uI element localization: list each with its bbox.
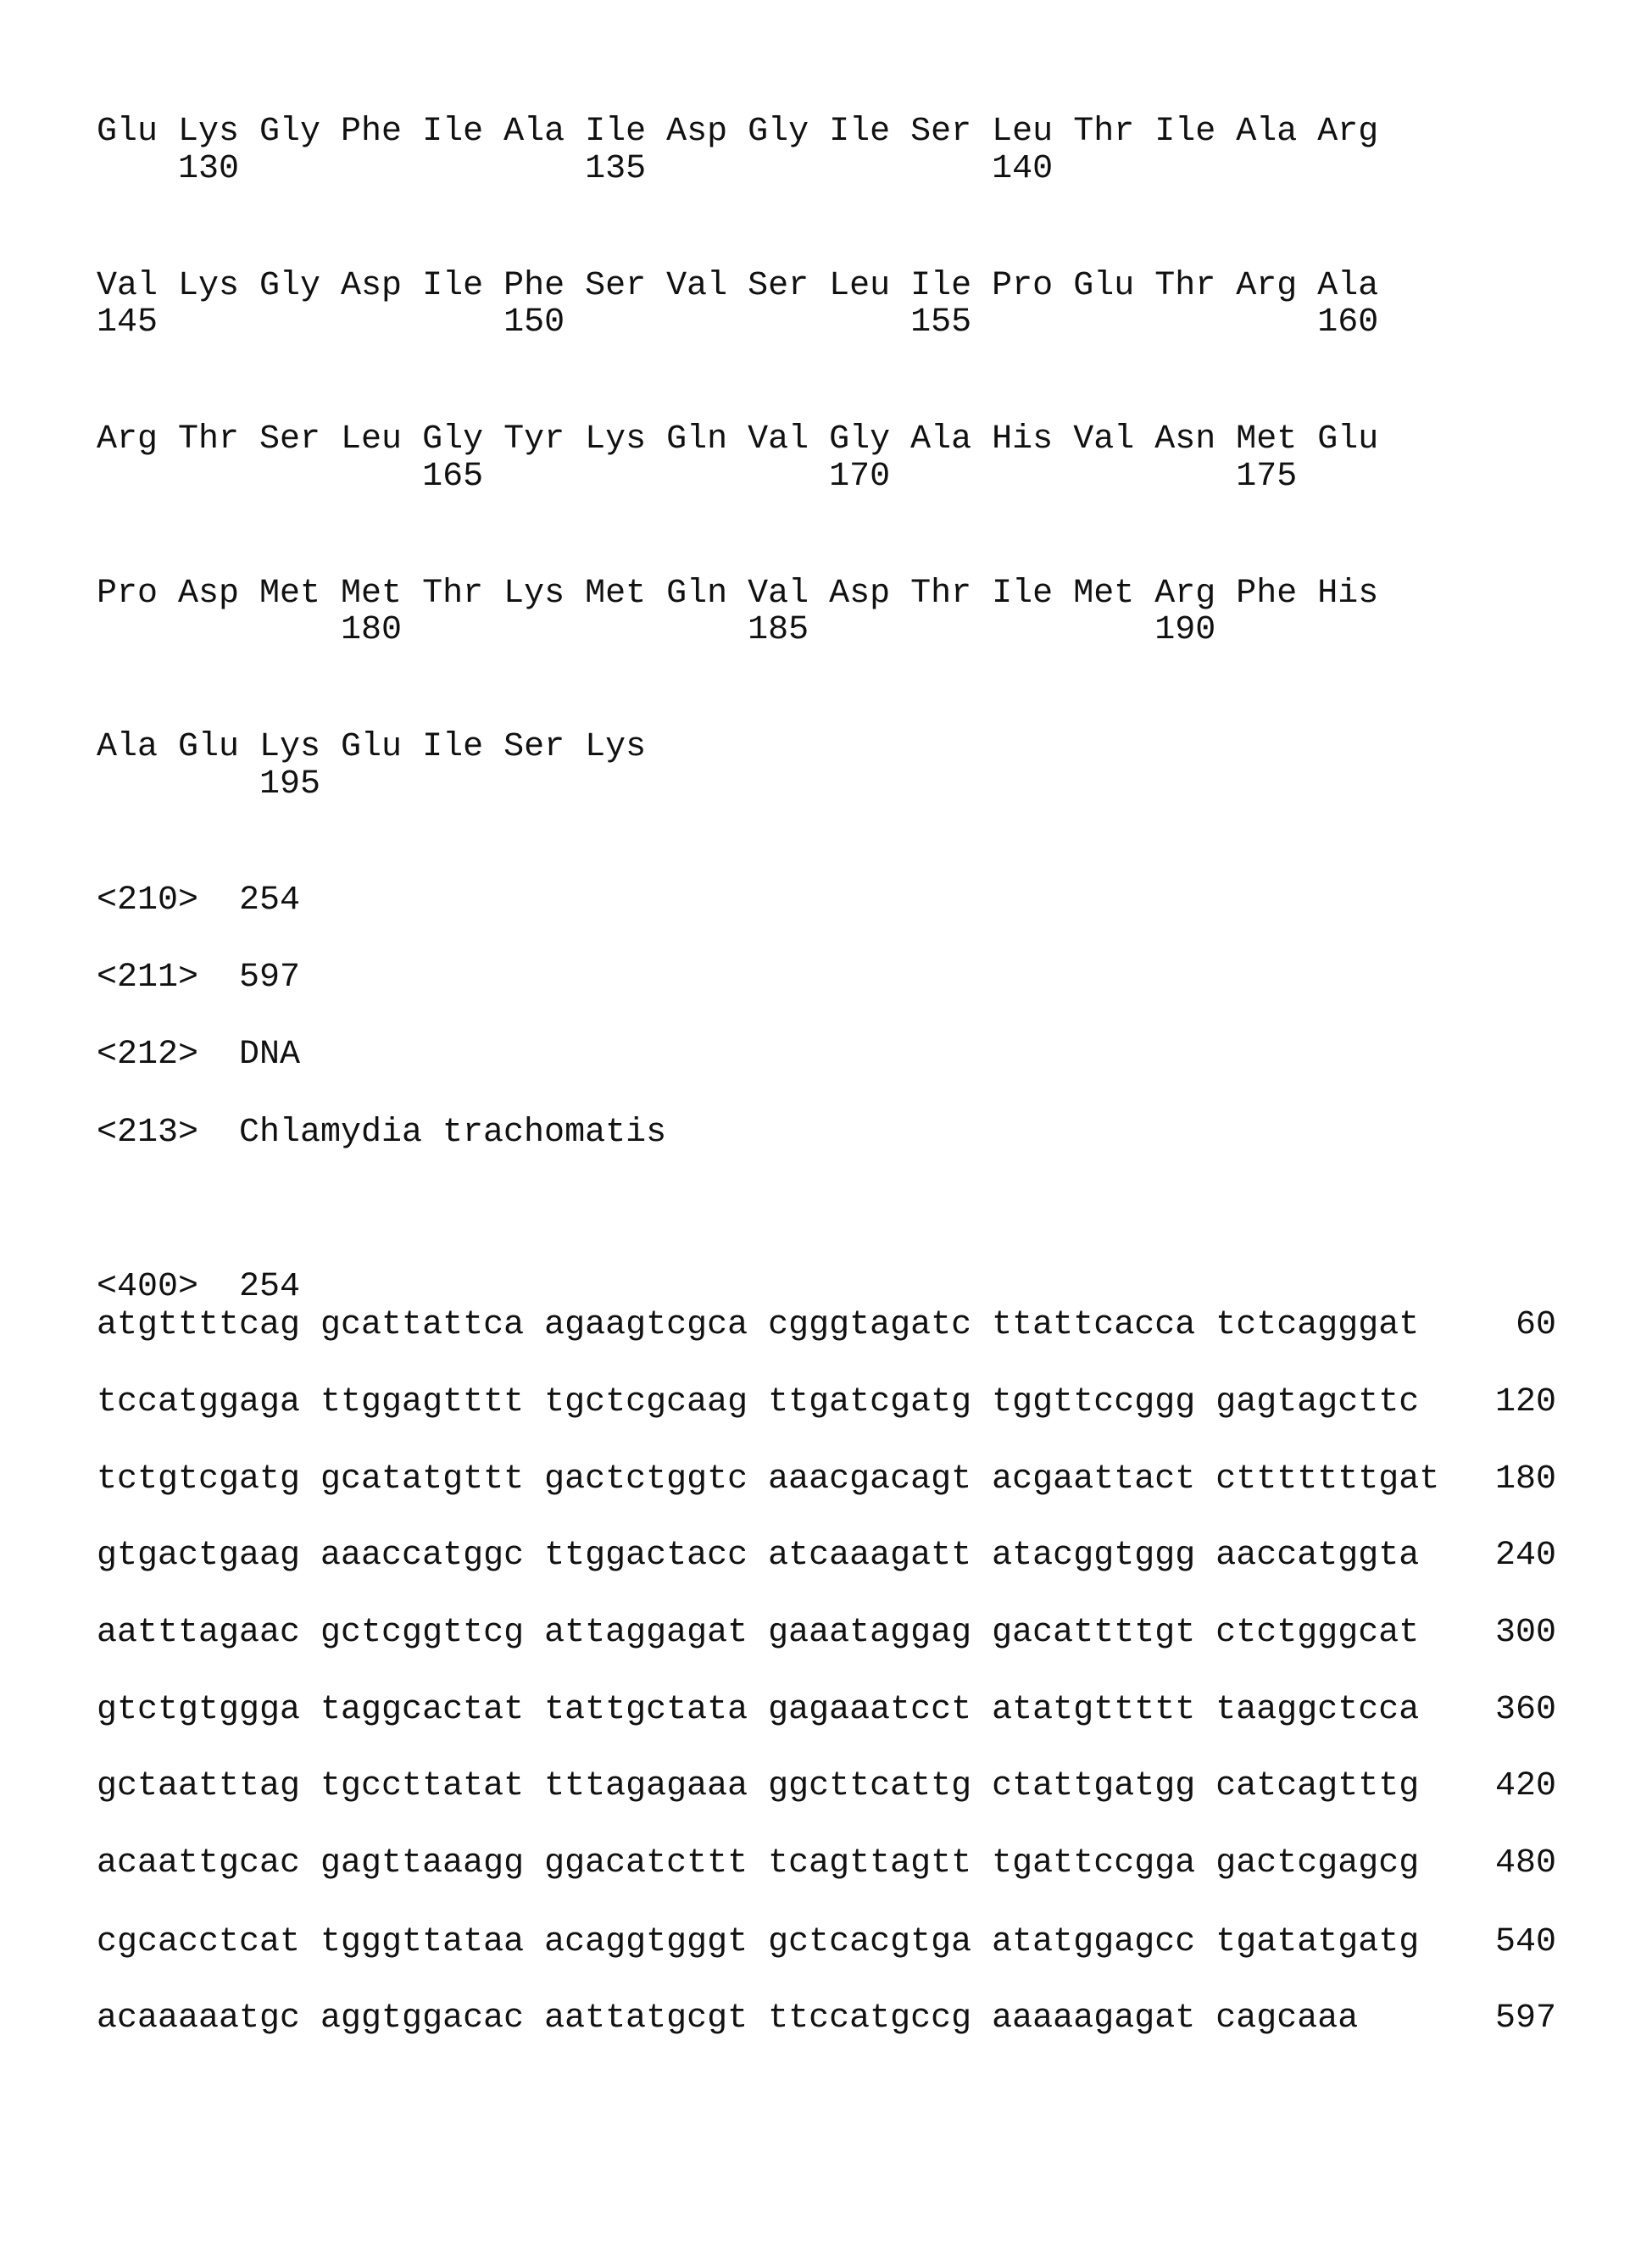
residue-row: Pro Asp Met Met Thr Lys Met Gln Val Asp Thr Ile Met Arg Phe His	[97, 576, 1378, 613]
residue-row: Ala Glu Lys Glu Ile Ser Lys	[97, 729, 646, 766]
residue-row: Glu Lys Gly Phe Ile Ala Ile Asp Gly Ile Ser Leu Thr Ile Ala Arg	[97, 114, 1378, 151]
sequence-position: 480	[1495, 1845, 1556, 1882]
field-tag: <212>	[97, 1037, 239, 1074]
residue-numbers: 130 135 140	[97, 151, 1053, 188]
field-value: 254	[239, 881, 300, 920]
sequence-line: aatttagaac gctcggttcg attaggagat gaaataggag gacattttgt ctctgggcat	[97, 1615, 1419, 1652]
sequence-line: acaattgcac gagttaaagg ggacatcttt tcagttagtt tgattccgga gactcgagcg	[97, 1845, 1419, 1882]
sequence-line: gtctgtggga taggcactat tattgctata gagaaatcct atatgttttt taaggctcca	[97, 1692, 1419, 1729]
residue-numbers: 165 170 175	[97, 459, 1297, 496]
field-tag: <213>	[97, 1115, 239, 1152]
sequence-line: tctgtcgatg gcatatgttt gactctggtc aaacgacagt acgaattact ctttttttgat	[97, 1461, 1439, 1499]
sequence-position: 60	[1516, 1307, 1556, 1344]
field-tag: <210>	[97, 882, 239, 920]
residue-numbers: 195	[97, 766, 320, 803]
field-value: Chlamydia trachomatis	[239, 1114, 666, 1152]
sequence-line: cgcacctcat tgggttataa acaggtgggt gctcacgtga atatggagcc tgatatgatg	[97, 1924, 1419, 1961]
sequence-position: 300	[1495, 1615, 1556, 1652]
sequence-position: 597	[1495, 2000, 1556, 2038]
field-value: DNA	[239, 1036, 300, 1074]
residue-numbers: 145 150 155 160	[97, 304, 1378, 342]
residue-row: Arg Thr Ser Leu Gly Tyr Lys Gln Val Gly Ala His Val Asn Met Glu	[97, 421, 1378, 459]
field-213	[97, 1115, 666, 1152]
field-400	[97, 1269, 300, 1306]
sequence-position: 180	[1495, 1461, 1556, 1499]
sequence-position: 360	[1495, 1692, 1556, 1729]
field-value: 254	[239, 1268, 300, 1306]
sequence-line: acaaaaatgc aggtggacac aattatgcgt ttccatgccg aaaaagagat cagcaaa	[97, 2000, 1358, 2038]
field-211	[97, 959, 300, 997]
field-212	[97, 1037, 300, 1074]
sequence-position: 120	[1495, 1384, 1556, 1421]
field-210	[97, 882, 300, 920]
sequence-position: 420	[1495, 1768, 1556, 1805]
sequence-position: 240	[1495, 1537, 1556, 1575]
sequence-line: gctaatttag tgccttatat tttagagaaa ggcttcattg ctattgatgg catcagtttg	[97, 1768, 1419, 1805]
residue-numbers: 180 185 190	[97, 612, 1215, 649]
sequence-position: 540	[1495, 1924, 1556, 1961]
sequence-line: tccatggaga ttggagtttt tgctcgcaag ttgatcgatg tggttccggg gagtagcttc	[97, 1384, 1419, 1421]
field-value: 597	[239, 959, 300, 997]
sequence-line: atgttttcag gcattattca agaagtcgca cgggtagatc ttattcacca tctcagggat	[97, 1307, 1419, 1344]
field-tag: <400>	[97, 1269, 239, 1306]
sequence-line: gtgactgaag aaaccatggc ttggactacc atcaaagatt atacggtggg aaccatggta	[97, 1537, 1419, 1575]
field-tag: <211>	[97, 959, 239, 997]
residue-row: Val Lys Gly Asp Ile Phe Ser Val Ser Leu Ile Pro Glu Thr Arg Ala	[97, 268, 1378, 305]
